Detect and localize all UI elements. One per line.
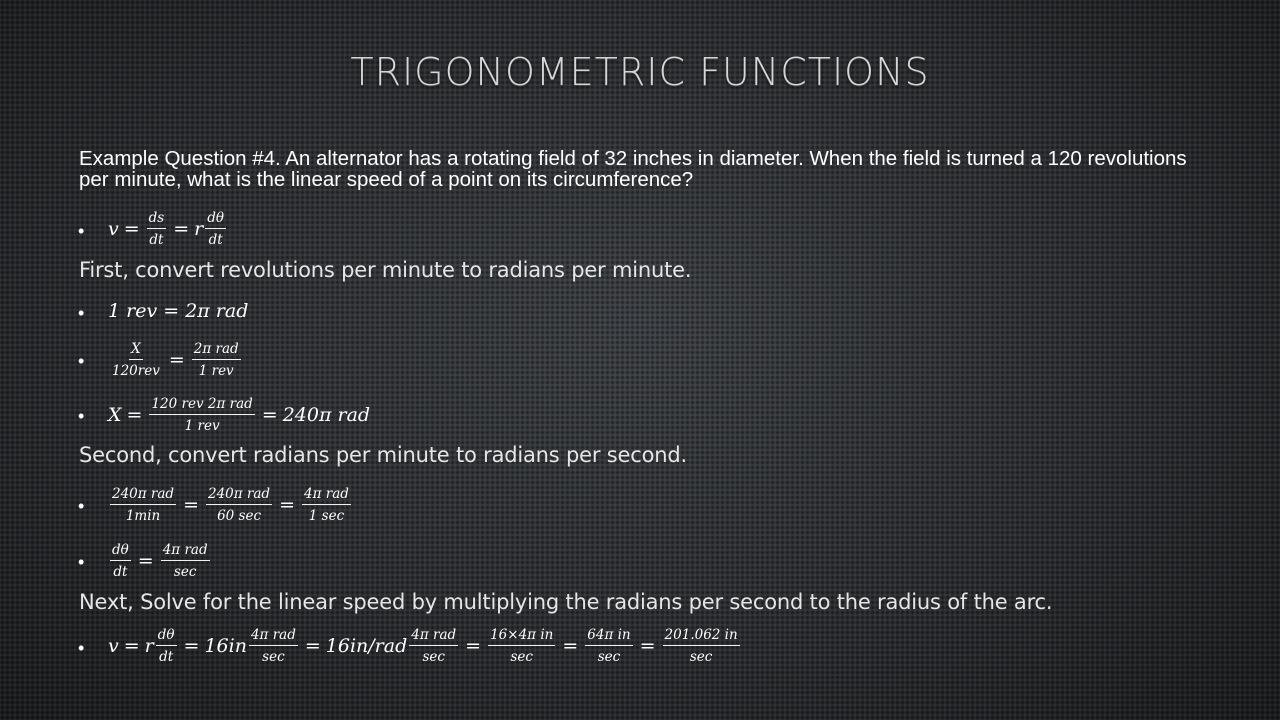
fraction: $\frac{\text{64π in}}{\sec}$ bbox=[587, 627, 631, 665]
equation-velocity-definition: v = $\frac{ds}{dt}$ = r $\frac{d\theta}{dt}$ bbox=[108, 210, 225, 248]
equation-solve-x: X = $\frac{\text{120 rev 2π rad}}{\text{1 rev}}$ = 240π rad bbox=[108, 396, 371, 434]
fraction: $\frac{X}{\text{120rev}}$ bbox=[112, 341, 160, 379]
fraction: $\frac{\text{240π rad}}{60 \sec}$ bbox=[208, 486, 271, 524]
fraction: $\frac{\text{4π rad}}{1 \sec}$ bbox=[304, 486, 349, 524]
equation-angular-velocity: $\frac{d\theta}{dt}$ = $\frac{\text{4π rad}}{\sec}$ bbox=[112, 542, 208, 580]
equation-rev-to-rad: 1 rev = 2π rad bbox=[108, 300, 249, 322]
fraction: $\frac{\text{120 rev 2π rad}}{\text{1 rev}}$ bbox=[151, 396, 253, 434]
fraction: $\frac{ds}{dt}$ bbox=[148, 210, 165, 248]
fraction: $\frac{\text{4π rad}}{\sec}$ bbox=[250, 627, 296, 665]
step-three-text: Next, Solve for the linear speed by multiplying the radians per second to the radius of the arc. bbox=[79, 590, 1053, 614]
fraction: $\frac{d\theta}{dt}$ bbox=[207, 210, 225, 248]
slide-title: TRIGONOMETRIC FUNCTIONS bbox=[350, 50, 930, 94]
bullet: • bbox=[78, 351, 85, 371]
fraction: $\frac{d\theta}{dt}$ bbox=[112, 542, 129, 580]
equation-per-second: $\frac{\text{240π rad}}{1\min}$ = $\frac{\text{240π rad}}{60 \sec}$ = $\frac{\text{4π rad}}{1 \sec}$ bbox=[112, 486, 349, 524]
fraction: $\frac{\text{4π rad}}{\sec}$ bbox=[411, 627, 457, 665]
bullet: • bbox=[78, 406, 85, 426]
equation-linear-speed: v = r $\frac{d\theta}{dt}$ = 16in $\frac{\text{4π rad}}{\sec}$ = 16in/rad $\frac{\text{4π rad}}{\sec}$ = $\frac{\text{16×4π in}}{\sec}$ = $\frac{\text{64π in}}{\sec}$ = $\frac{201.062 in}{\sec}$ bbox=[108, 627, 738, 665]
step-one-text: First, convert revolutions per minute to radians per minute. bbox=[79, 258, 692, 282]
step-two-text: Second, convert radians per minute to radians per second. bbox=[79, 443, 687, 467]
fraction: $\frac{\text{240π rad}}{1\min}$ bbox=[112, 486, 175, 524]
bullet: • bbox=[78, 221, 85, 241]
fraction: $\frac{d\theta}{dt}$ bbox=[157, 627, 175, 665]
bullet: • bbox=[78, 552, 85, 572]
bullet: • bbox=[78, 496, 85, 516]
fraction: $\frac{\text{4π rad}}{\sec}$ bbox=[162, 542, 208, 580]
fraction: $\frac{201.062 in}{\sec}$ bbox=[664, 627, 738, 665]
equation-proportion: $\frac{X}{\text{120rev}}$ = $\frac{\text{2π rad}}{\text{1 rev}}$ bbox=[112, 341, 239, 379]
fraction: $\frac{\text{16×4π in}}{\sec}$ bbox=[490, 627, 554, 665]
fraction: $\frac{\text{2π rad}}{\text{1 rev}}$ bbox=[193, 341, 239, 379]
bullet: • bbox=[78, 303, 85, 323]
example-question: Example Question #4. An alternator has a rotating field of 32 inches in diameter. When the field is turned a 120 revolutions per minute, what is the linear speed of a point on its circumference? bbox=[79, 147, 1187, 191]
bullet: • bbox=[78, 638, 85, 658]
